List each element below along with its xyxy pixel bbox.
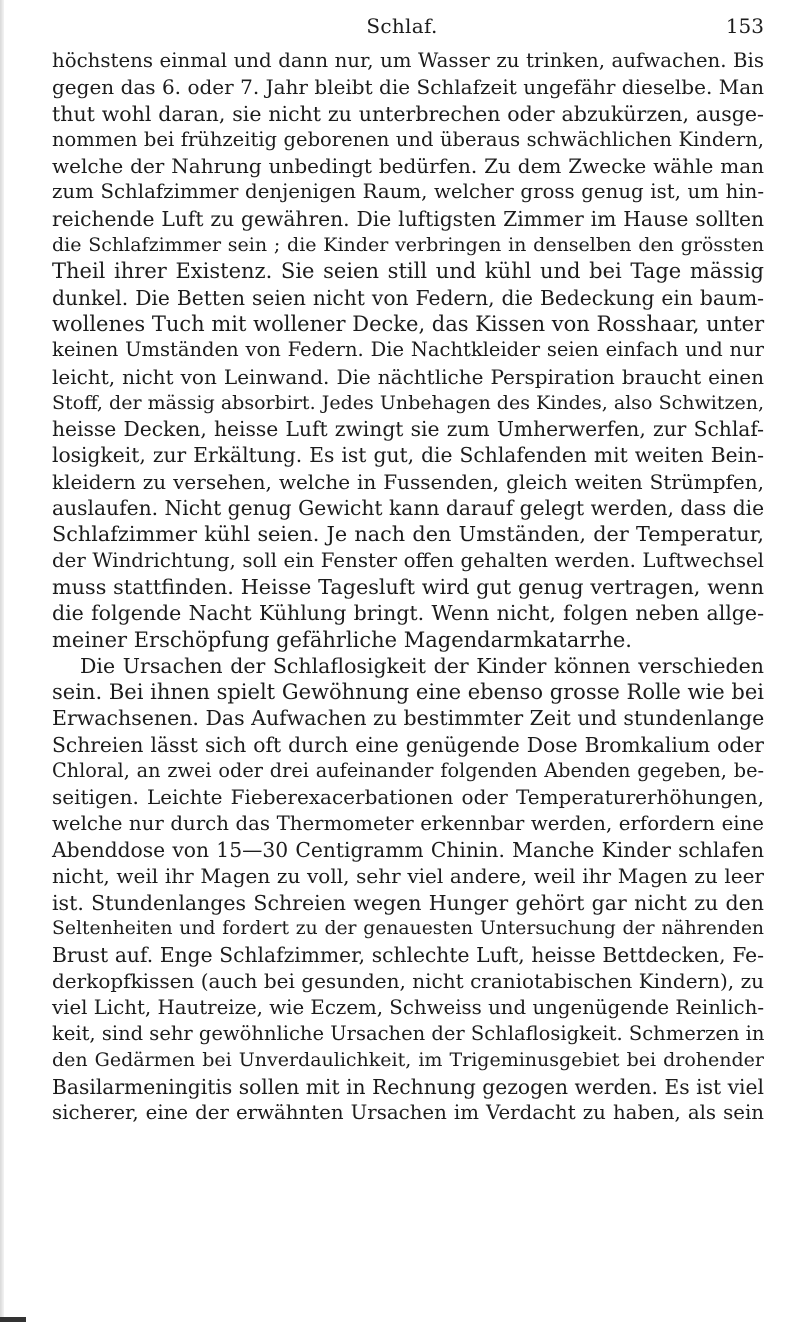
text-line: sein. Bei ihnen spielt Gewöhnung eine ebenso grosse Rolle wie bei — [52, 680, 764, 705]
text-line: Chloral, an zwei oder drei aufeinander folgenden Abenden gegeben, be- — [52, 759, 764, 783]
text-line: zum Schlafzimmer denjenigen Raum, welcher gross genug ist, um hin- — [52, 180, 764, 204]
text-line: Brust auf. Enge Schlafzimmer, schlechte Luft, heisse Bettdecken, Fe- — [52, 943, 764, 968]
text-line: auslaufen. Nicht genug Gewicht kann darauf gelegt werden, dass die — [52, 496, 765, 521]
text-line: thut wohl daran, sie nicht zu unterbrechen oder abzukürzen, ausge- — [52, 101, 764, 126]
text-line: gegen das 6. oder 7. Jahr bleibt die Schlafzeit ungefähr dieselbe. Man — [52, 75, 764, 100]
text-line: nommen bei frühzeitig geborenen und überaus schwächlichen Kindern, — [52, 127, 764, 151]
text-line: welche nur durch das Thermometer erkennbar werden, erfordern eine — [52, 811, 764, 835]
page-left-edge — [0, 0, 4, 1322]
text-line: leicht, nicht von Leinwand. Die nächtliche Perspiration braucht einen — [52, 364, 764, 389]
text-line: Basilarmeningitis sollen mit in Rechnung gezogen werden. Es ist viel — [52, 1074, 764, 1099]
text-line: welche der Nahrung unbedingt bedürfen. Zu dem Zwecke wähle man — [52, 154, 764, 179]
text-line: Schreien lässt sich oft durch eine genügende Dose Bromkalium oder — [52, 732, 764, 757]
text-line: die Schlafzimmer sein ; die Kinder verbringen in denselben den grössten — [52, 234, 764, 257]
text-line-paragraph-start: Die Ursachen der Schlaflosigkeit der Kinder können verschieden — [80, 653, 764, 678]
text-line: die folgende Nacht Kühlung bringt. Wenn nicht, folgen neben allge- — [52, 601, 764, 626]
text-line: nicht, weil ihr Magen zu voll, sehr viel andere, weil ihr Magen zu leer — [52, 864, 764, 889]
text-line: sicherer, eine der erwähnten Ursachen im Verdacht zu haben, als sein — [52, 1100, 764, 1124]
text-line: Stoff, der mässig absorbirt. Jedes Unbehagen des Kindes, also Schwitzen, — [52, 391, 764, 414]
running-title: Schlaf. — [366, 14, 438, 38]
text-line: Theil ihrer Existenz. Sie seien still und kühl und bei Tage mässig — [52, 259, 764, 284]
text-line: seitigen. Leichte Fieberexacerbationen oder Temperaturerhöhungen, — [52, 785, 764, 810]
text-line-paragraph-end: meiner Erschöpfung gefährliche Magendarmkatarrhe. — [52, 627, 632, 652]
text-line: viel Licht, Hautreize, wie Eczem, Schweiss und ungenügende Reinlich- — [52, 995, 764, 1019]
text-line: Abenddose von 15—30 Centigramm Chinin. Manche Kinder schlafen — [52, 837, 764, 862]
text-line: Seltenheiten und fordert zu der genauesten Untersuchung der nährenden — [52, 917, 764, 939]
text-line: keit, sind sehr gewöhnliche Ursachen der Schlaflosigkeit. Schmerzen in — [52, 1021, 765, 1045]
page-corner-mark — [0, 1317, 26, 1322]
text-line: keinen Umständen von Federn. Die Nachtkleider seien einfach und nur — [52, 338, 764, 362]
text-line: höchstens einmal und dann nur, um Wasser zu trinken, aufwachen. Bis — [52, 49, 764, 72]
text-line: wollenes Tuch mit wollener Decke, das Kissen von Rosshaar, unter — [52, 311, 765, 336]
text-line: derkopfkissen (auch bei gesunden, nicht craniotabischen Kindern), zu — [52, 969, 764, 994]
text-line: der Windrichtung, soll ein Fenster offen gehalten werden. Luftwechsel — [52, 548, 764, 572]
text-line: muss stattfinden. Heisse Tagesluft wird gut genug vertragen, wenn — [52, 574, 764, 599]
page-header — [40, 14, 764, 42]
text-line: dunkel. Die Betten seien nicht von Federn, die Bedeckung ein baum- — [52, 285, 764, 310]
text-line: heisse Decken, heisse Luft zwingt sie zum Umherwerfen, zur Schlaf- — [52, 417, 764, 442]
text-line: den Gedärmen bei Unverdaulichkeit, im Trigeminusgebiet bei drohender — [52, 1049, 764, 1072]
text-line: ist. Stundenlanges Schreien wegen Hunger gehört gar nicht zu den — [52, 890, 764, 915]
text-line: Schlafzimmer kühl seien. Je nach den Umständen, der Temperatur, — [52, 522, 764, 547]
text-line: Erwachsenen. Das Aufwachen zu bestimmter Zeit und stundenlange — [52, 706, 765, 731]
text-line: losigkeit, zur Erkältung. Es ist gut, die Schlafenden mit weiten Bein- — [52, 443, 764, 468]
text-line: reichende Luft zu gewähren. Die luftigsten Zimmer im Hause sollten — [52, 206, 764, 231]
page-number: 153 — [725, 14, 764, 38]
body-text — [52, 48, 764, 1126]
text-line: kleidern zu versehen, welche in Fussenden, gleich weiten Strümpfen, — [52, 469, 764, 494]
